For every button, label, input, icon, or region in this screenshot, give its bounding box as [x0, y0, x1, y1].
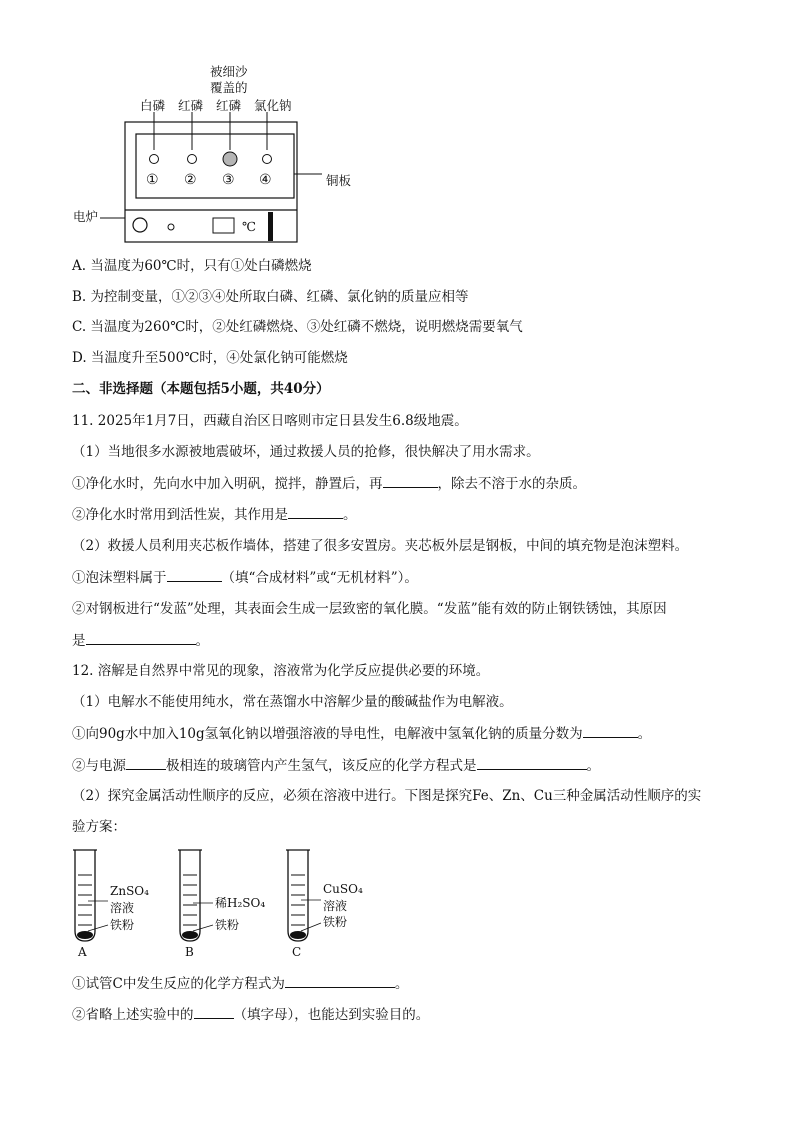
answer-blank[interactable] — [583, 724, 638, 738]
q11-part2b-cont-tail: 。 — [195, 633, 209, 649]
q12-part2b — [72, 1005, 429, 1024]
q12-part1: （1）电解水不能使用纯水，常在蒸馏水中溶解少量的酸碱盐作为电解液。 — [72, 694, 513, 710]
answer-blank[interactable] — [167, 568, 222, 582]
label-red-phosphorus-covered: 红磷 — [216, 98, 242, 113]
num-2: ② — [184, 172, 197, 188]
tube-c-letter: C — [292, 945, 302, 959]
tube-b-letter: B — [185, 945, 194, 959]
q12-part2b-tail: （填字母），也能达到实验目的。 — [233, 1007, 430, 1023]
q11-part1b-text: ②净化水时常用到活性炭，其作用是 — [72, 507, 288, 523]
tube-c — [286, 850, 321, 941]
answer-blank[interactable] — [285, 974, 395, 988]
tube-c-solid: 铁粉 — [323, 915, 348, 929]
q11-part2a-text: ①泡沫塑料属于 — [72, 570, 167, 586]
q11-part2a — [72, 568, 418, 587]
q12-part1b — [72, 756, 600, 775]
q11-part1a-text: ①净化水时，先向水中加入明矾，搅拌，静置后，再 — [72, 476, 383, 492]
answer-blank[interactable] — [126, 756, 166, 770]
q11-part2b-cont-text: 是 — [72, 633, 86, 649]
answer-blank[interactable] — [288, 505, 343, 519]
answer-blank[interactable] — [383, 474, 438, 488]
q11-part2a-tail: （填“合成材料”或“无机材料”）。 — [221, 570, 418, 586]
q12-part1a-tail: 。 — [637, 726, 652, 742]
answer-blank[interactable] — [194, 1005, 234, 1019]
tube-a-solid: 铁粉 — [110, 918, 135, 932]
num-1: ① — [146, 172, 159, 188]
answer-blank[interactable] — [86, 631, 196, 645]
q12-part2b-text: ②省略上述实验中的 — [72, 1007, 194, 1023]
top-note-line2: 覆盖的 — [210, 80, 248, 95]
copper-plate-label: 铜板 — [326, 173, 352, 188]
tube-c-solution-l2: 溶液 — [323, 899, 348, 913]
q12-part2-cont: 验方案： — [72, 819, 126, 835]
q12-part1a — [72, 724, 651, 743]
q12-part1b-tail: 。 — [586, 758, 600, 774]
q11-part1b — [72, 505, 357, 524]
q11-part1: （1）当地很多水源被地震破坏，通过救援人员的抢修，很快解决了用水需求。 — [72, 444, 540, 460]
option-d: D. 当温度升至500℃时，④处氯化钠可能燃烧 — [72, 350, 348, 366]
tube-b — [178, 850, 213, 941]
tube-a-solution-l2: 溶液 — [110, 901, 135, 915]
test-tubes-diagram — [70, 845, 390, 960]
q11-part1a — [72, 474, 586, 493]
celsius-unit: ℃ — [242, 219, 256, 234]
tube-b-solid: 铁粉 — [215, 918, 240, 932]
label-red-phosphorus: 红磷 — [178, 98, 204, 113]
label-sodium-chloride: 氯化钠 — [254, 98, 292, 113]
q12-part1b-mid: 极相连的玻璃管内产生氢气，该反应的化学方程式是 — [166, 758, 477, 774]
tube-a-letter: A — [78, 945, 87, 959]
label-white-phosphorus: 白磷 — [140, 98, 166, 113]
q11-part1a-tail: ，除去不溶于水的杂质。 — [437, 476, 586, 492]
q12-part2a-tail: 。 — [394, 976, 409, 992]
furnace-diagram — [70, 60, 370, 250]
num-3: ③ — [222, 172, 235, 188]
option-a: A. 当温度为60℃时，只有①处白磷燃烧 — [72, 258, 312, 274]
section-heading: 二、非选择题（本题包括5小题，共40分） — [72, 381, 330, 397]
q12-part2: （2）探究金属活动性顺序的反应，必须在溶液中进行。下图是探究Fe、Zn、Cu三种金属活动性顺序的实 — [72, 788, 702, 804]
q12-part2a — [72, 974, 408, 993]
tube-b-solution: 稀H₂SO₄ — [215, 896, 266, 910]
num-4: ④ — [259, 172, 272, 188]
tube-a — [73, 850, 108, 941]
furnace-label: 电炉 — [73, 209, 99, 224]
q11-part2b-cont — [72, 631, 209, 650]
tube-c-solution: CuSO₄ — [323, 882, 363, 896]
q11-stem: 11. 2025年1月7日，西藏自治区日喀则市定日县发生6.8级地震。 — [72, 413, 468, 429]
q12-stem: 12. 溶解是自然界中常见的现象，溶液常为化学反应提供必要的环境。 — [72, 663, 490, 679]
q12-part1a-text: ①向90g水中加入10g氢氧化钠以增强溶液的导电性，电解液中氢氧化钠的质量分数为 — [72, 726, 583, 742]
answer-blank[interactable] — [477, 756, 587, 770]
tube-a-solution: ZnSO₄ — [110, 884, 149, 898]
option-b: B. 为控制变量，①②③④处所取白磷、红磷、氯化钠的质量应相等 — [72, 289, 469, 305]
q12-part2a-text: ①试管C中发生反应的化学方程式为 — [72, 976, 285, 992]
q11-part1b-tail: 。 — [343, 507, 357, 523]
q12-part1b-text: ②与电源 — [72, 758, 126, 774]
option-c: C. 当温度为260℃时，②处红磷燃烧、③处红磷不燃烧，说明燃烧需要氧气 — [72, 319, 523, 335]
top-note-line1: 被细沙 — [210, 64, 248, 79]
furnace-svg — [70, 60, 370, 250]
q11-part2: （2）救援人员利用夹芯板作墙体，搭建了很多安置房。夹芯板外层是钢板，中间的填充物是泡沫塑料。 — [72, 538, 689, 554]
q11-part2b: ②对钢板进行“发蓝”处理，其表面会生成一层致密的氧化膜。“发蓝”能有效的防止钢铁锈蚀，其原因 — [72, 601, 667, 617]
